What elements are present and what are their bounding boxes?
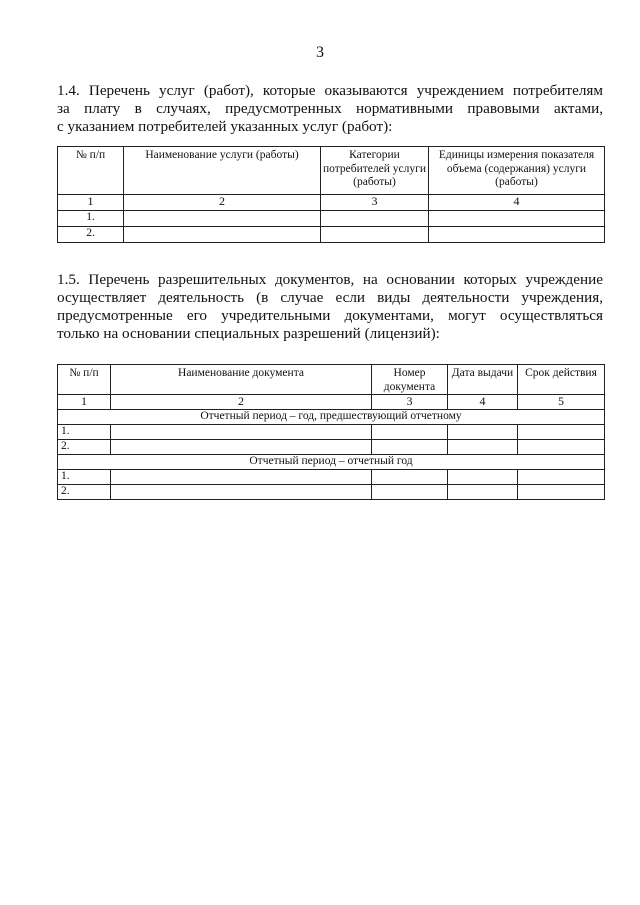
section-1-5-heading	[57, 271, 603, 343]
permits-table	[57, 364, 605, 500]
column-header-service-name: Наименование услуги (работы)	[124, 147, 321, 195]
services-table	[57, 146, 605, 243]
row-number: 2.	[58, 485, 111, 500]
table-cell	[111, 485, 372, 500]
table-header-row	[58, 365, 605, 395]
table-cell	[429, 227, 605, 243]
paragraph-line: только на основании специальных разрешений (лицензий):	[57, 325, 440, 342]
column-number: 2	[111, 395, 372, 410]
table-cell	[518, 425, 605, 440]
column-number: 2	[124, 195, 321, 211]
table-cell	[518, 440, 605, 455]
column-number-row	[58, 395, 605, 410]
table-cell	[448, 470, 518, 485]
column-number: 4	[448, 395, 518, 410]
table-cell	[111, 470, 372, 485]
table-cell	[372, 470, 448, 485]
column-header-issue-date: Дата выдачи	[448, 365, 518, 395]
column-header-document-name: Наименование документа	[111, 365, 372, 395]
column-header-number: № п/п	[58, 147, 124, 195]
column-number: 1	[58, 395, 111, 410]
paragraph-line: с указанием потребителей указанных услуг (работ):	[57, 118, 393, 135]
column-header-consumer-categories: Категории потребителей услуги (работы)	[321, 147, 429, 195]
reporting-period-title: Отчетный период – отчетный год	[58, 455, 605, 470]
table-row	[58, 485, 605, 500]
row-number: 2.	[58, 440, 111, 455]
section-1-4-heading	[57, 82, 603, 136]
table-cell	[124, 211, 321, 227]
table-header-row	[58, 147, 605, 195]
paragraph-line: 1.4. Перечень услуг (работ), которые оказываются учреждением потребителям	[57, 82, 603, 99]
column-header-units: Единицы измерения показателя объема (содержания) услуги (работы)	[429, 147, 605, 195]
table-cell	[448, 440, 518, 455]
table-cell	[518, 470, 605, 485]
table-cell	[372, 440, 448, 455]
page-number: 3	[316, 44, 324, 61]
column-number: 1	[58, 195, 124, 211]
table-cell	[321, 211, 429, 227]
paragraph-line: за плату в случаях, предусмотренных нормативными правовыми актами,	[57, 100, 603, 117]
row-number: 1.	[58, 470, 111, 485]
table-cell	[124, 227, 321, 243]
table-cell	[448, 425, 518, 440]
table-cell	[372, 425, 448, 440]
table-cell	[111, 440, 372, 455]
table-cell	[372, 485, 448, 500]
group-title-row	[58, 455, 605, 470]
table-cell	[518, 485, 605, 500]
column-header-validity: Срок действия	[518, 365, 605, 395]
table-cell	[448, 485, 518, 500]
row-number: 1.	[58, 211, 124, 227]
column-number: 3	[372, 395, 448, 410]
table-row	[58, 425, 605, 440]
paragraph-line: осуществляет деятельность (в случае если виды деятельности учреждения,	[57, 289, 603, 306]
column-number: 3	[321, 195, 429, 211]
table-cell	[429, 211, 605, 227]
table-row	[58, 470, 605, 485]
table-cell	[111, 425, 372, 440]
table-row	[58, 227, 605, 243]
table-row	[58, 211, 605, 227]
column-header-document-number: Номер документа	[372, 365, 448, 395]
table-cell	[321, 227, 429, 243]
group-title-row	[58, 410, 605, 425]
column-header-number: № п/п	[58, 365, 111, 395]
paragraph-line: предусмотренные его учредительными документами, могут осуществляться	[57, 307, 603, 324]
row-number: 2.	[58, 227, 124, 243]
table-row	[58, 440, 605, 455]
column-number: 5	[518, 395, 605, 410]
reporting-period-title: Отчетный период – год, предшествующий отчетному	[58, 410, 605, 425]
row-number: 1.	[58, 425, 111, 440]
column-number-row	[58, 195, 605, 211]
column-number: 4	[429, 195, 605, 211]
paragraph-line: 1.5. Перечень разрешительных документов, на основании которых учреждение	[57, 271, 603, 288]
